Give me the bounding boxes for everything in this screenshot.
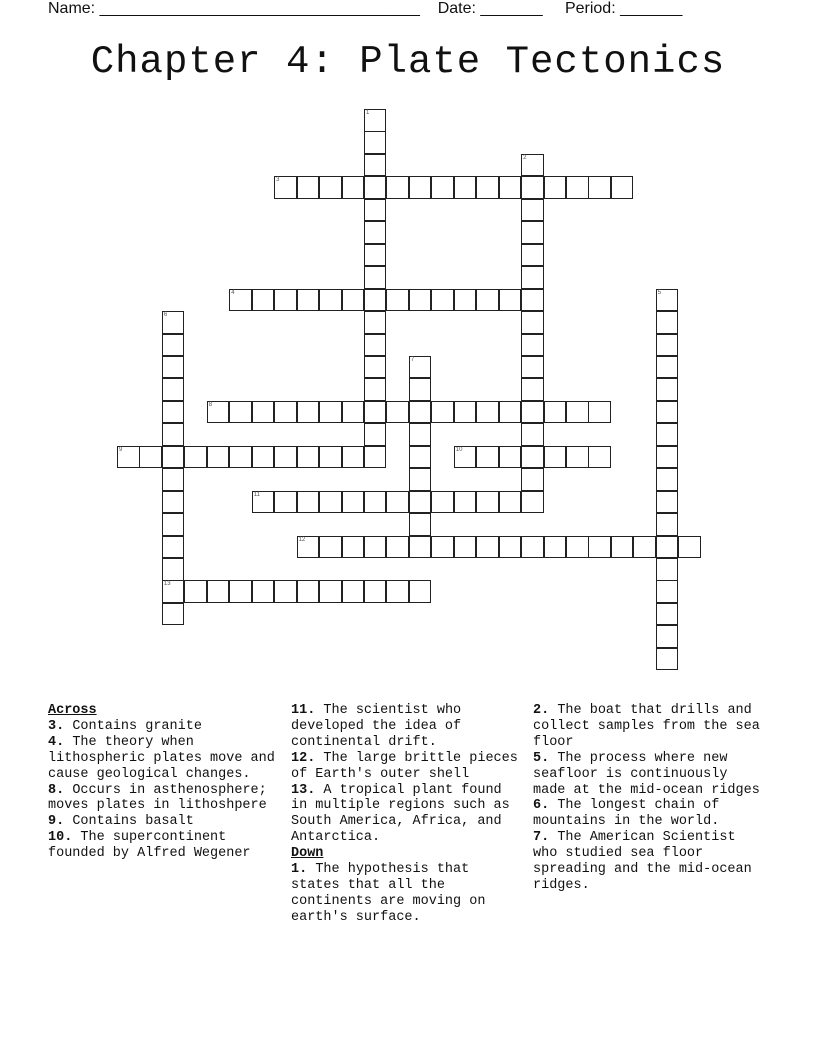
crossword-cell[interactable] [364,154,387,177]
crossword-cell[interactable] [364,423,387,446]
crossword-cell[interactable] [521,244,544,267]
crossword-cell[interactable] [588,446,611,469]
crossword-cell[interactable] [297,176,320,199]
down-heading: Down [291,846,324,862]
clue-number: 10. [48,830,73,846]
crossword-cell[interactable] [297,289,320,312]
crossword-cell[interactable] [588,401,611,424]
clue-down-5 [533,751,765,799]
crossword-cell[interactable] [342,491,365,514]
crossword-cell[interactable] [274,401,297,424]
clue-down-7 [533,830,765,894]
crossword-cell[interactable] [431,176,454,199]
crossword-cell[interactable] [274,289,297,312]
cell-number: 8 [208,401,213,408]
clue-text: The scientist who developed the idea of continental drift. [291,703,462,750]
clue-number: 6. [533,798,550,814]
crossword-cell[interactable] [454,176,477,199]
crossword-cell[interactable] [409,289,432,312]
crossword-cell[interactable] [319,536,342,559]
crossword-cell[interactable] [431,491,454,514]
clue-text: The theory when lithospheric plates move and cause geological changes. [48,734,275,782]
clue-text: Contains granite [72,718,202,734]
crossword-cell[interactable] [454,401,477,424]
crossword-cell[interactable] [499,401,522,424]
crossword-cell[interactable] [454,491,477,514]
crossword-cell[interactable] [297,491,320,514]
page-title: Chapter 4: Plate Tectonics [90,40,726,84]
crossword-cell[interactable] [521,536,544,559]
crossword-cell[interactable] [566,401,589,424]
clue-number: 8. [48,782,65,798]
crossword-cell[interactable] [319,491,342,514]
crossword-cell[interactable] [656,513,679,536]
crossword-cell[interactable] [386,536,409,559]
crossword-cell[interactable] [229,289,252,312]
crossword-cell[interactable] [476,536,499,559]
crossword-cell[interactable] [342,176,365,199]
crossword-cell[interactable] [364,334,387,357]
crossword-cell[interactable] [633,536,656,559]
crossword-cell[interactable] [364,446,387,469]
crossword-cell[interactable] [297,446,320,469]
crossword-cell[interactable] [454,536,477,559]
clue-text: A tropical plant found in multiple regions such as South America, Africa, and Antarctica. [291,782,510,846]
crossword-cell[interactable] [162,401,185,424]
clue-text: The process where new seafloor is continuously made at the mid-ocean ridges [533,750,760,798]
clue-across-9 [48,814,280,830]
clue-across-8 [48,783,280,815]
crossword-cell[interactable] [364,244,387,267]
crossword-cell[interactable] [431,536,454,559]
clues-column-2 [291,703,523,926]
crossword-cell[interactable] [656,625,679,648]
cell-number: 12 [298,536,306,543]
crossword-cell[interactable] [229,446,252,469]
crossword-cell[interactable] [274,446,297,469]
clue-text: The large brittle pieces of Earth's outer shell [291,750,518,782]
crossword-cell[interactable] [162,580,185,603]
crossword-cell[interactable] [656,603,679,626]
crossword-cell[interactable] [656,558,679,581]
crossword-cell[interactable] [162,468,185,491]
crossword-cell[interactable] [274,176,297,199]
clue-number: 11. [291,703,316,718]
clue-number: 2. [533,703,550,718]
crossword-cell[interactable] [364,536,387,559]
crossword-cell[interactable] [386,580,409,603]
cell-number: 13 [163,581,171,588]
crossword-cell[interactable] [656,401,679,424]
cell-number: 11 [253,491,260,498]
crossword-cell[interactable] [252,491,275,514]
crossword-cell[interactable] [521,423,544,446]
crossword-cell[interactable] [162,536,185,559]
crossword-cell[interactable] [499,536,522,559]
date-label: Date: [437,0,476,17]
clue-across-3 [48,719,280,735]
name-label: Name: [48,0,96,17]
crossword-cell[interactable] [521,221,544,244]
crossword-cell[interactable] [162,446,185,469]
crossword-cell[interactable] [566,536,589,559]
crossword-cell[interactable] [319,176,342,199]
crossword-cell[interactable] [611,176,634,199]
crossword-cell[interactable] [566,176,589,199]
crossword-cell[interactable] [656,356,679,379]
crossword-cell[interactable] [521,468,544,491]
cell-number: 3 [276,177,280,184]
cell-number: 7 [410,356,415,363]
crossword-cell[interactable] [162,311,185,334]
crossword-cell[interactable] [364,356,387,379]
crossword-cell[interactable] [476,401,499,424]
crossword-cell[interactable] [409,176,432,199]
clue-text: The boat that drills and collect samples from the sea floor [533,703,760,750]
crossword-cell[interactable] [409,378,432,401]
crossword-cell[interactable] [656,334,679,357]
clue-down-2 [533,703,765,751]
crossword-cell[interactable] [656,536,679,559]
crossword-cell[interactable] [386,176,409,199]
crossword-cell[interactable] [274,491,297,514]
clue-number: 4. [48,734,65,750]
crossword-cell[interactable] [454,446,477,469]
crossword-cell[interactable] [521,311,544,334]
date-field[interactable]: _______ [480,0,543,17]
crossword-cell[interactable] [162,423,185,446]
crossword-cell[interactable] [184,580,207,603]
clue-text: The American Scientist who studied sea floor spreading and the mid-ocean ridges. [533,830,752,893]
clue-number: 7. [533,830,550,846]
crossword-cell[interactable] [409,513,432,536]
crossword-cell[interactable] [409,580,432,603]
crossword-cell[interactable] [521,446,544,469]
crossword-cell[interactable] [252,289,275,312]
crossword-cell[interactable] [319,289,342,312]
crossword-cell[interactable] [409,536,432,559]
crossword-cell[interactable] [431,289,454,312]
crossword-cell[interactable] [207,446,230,469]
crossword-cell[interactable] [364,131,387,154]
crossword-cell[interactable] [454,289,477,312]
crossword-cell[interactable] [521,356,544,379]
crossword-cell[interactable] [252,580,275,603]
crossword-cell[interactable] [364,176,387,199]
crossword-cell[interactable] [656,311,679,334]
crossword-cell[interactable] [656,423,679,446]
crossword-cell[interactable] [656,289,679,312]
name-field[interactable]: ____________________________________ [99,0,420,17]
crossword-cell[interactable] [364,378,387,401]
cell-number: 5 [657,289,662,296]
crossword-cell[interactable] [521,154,544,177]
crossword-cell[interactable] [656,446,679,469]
crossword-cell[interactable] [364,401,387,424]
crossword-cell[interactable] [364,199,387,222]
clue-across-13 [291,783,523,847]
crossword-cell[interactable] [409,491,432,514]
crossword-cell[interactable] [139,446,162,469]
crossword-cell[interactable] [544,176,567,199]
crossword-cell[interactable] [297,536,320,559]
crossword-cell[interactable] [678,536,701,559]
crossword-cell[interactable] [544,446,567,469]
crossword-cell[interactable] [566,446,589,469]
crossword-cell[interactable] [521,334,544,357]
clue-down-1 [291,862,523,926]
crossword-cell[interactable] [117,446,140,469]
crossword-cell[interactable] [386,401,409,424]
crossword-cell[interactable] [342,580,365,603]
clues-column-1 [48,703,280,862]
crossword-cell[interactable] [364,289,387,312]
cell-number: 9 [119,446,123,453]
crossword-cell[interactable] [521,266,544,289]
crossword-cell[interactable] [364,266,387,289]
crossword-cell[interactable] [297,401,320,424]
across-heading: Across [48,703,97,718]
clue-text: The hypothesis that states that all the continents are moving on earth's surface. [291,862,486,925]
crossword-cell[interactable] [544,536,567,559]
period-field[interactable]: _______ [620,0,683,17]
crossword-cell[interactable] [588,176,611,199]
crossword-cell[interactable] [162,558,185,581]
crossword-cell[interactable] [476,289,499,312]
crossword-cell[interactable] [611,536,634,559]
crossword-cell[interactable] [162,513,185,536]
crossword-cell[interactable] [656,580,679,603]
crossword-cell[interactable] [342,289,365,312]
crossword-cell[interactable] [431,401,454,424]
clue-text: The supercontinent founded by Alfred Wegener [48,830,251,862]
crossword-cell[interactable] [409,468,432,491]
crossword-cell[interactable] [252,446,275,469]
crossword-cell[interactable] [476,491,499,514]
crossword-cell[interactable] [364,221,387,244]
crossword-cell[interactable] [319,580,342,603]
crossword-cell[interactable] [499,289,522,312]
crossword-cell[interactable] [229,580,252,603]
clue-number: 1. [291,862,308,878]
crossword-cell[interactable] [521,401,544,424]
crossword-cell[interactable] [499,446,522,469]
crossword-cell[interactable] [409,356,432,379]
crossword-cell[interactable] [409,423,432,446]
clue-number: 5. [533,750,550,766]
crossword-cell[interactable] [229,401,252,424]
crossword-cell[interactable] [342,446,365,469]
crossword-cell[interactable] [521,289,544,312]
crossword-cell[interactable] [409,401,432,424]
crossword-cell[interactable] [656,491,679,514]
clue-across-10 [48,830,280,862]
crossword-cell[interactable] [499,491,522,514]
crossword-cell[interactable] [409,446,432,469]
crossword-cell[interactable] [656,468,679,491]
crossword-cell[interactable] [476,176,499,199]
crossword-cell[interactable] [656,648,679,671]
crossword-cell[interactable] [274,580,297,603]
crossword-cell[interactable] [499,176,522,199]
crossword-cell[interactable] [342,536,365,559]
clue-number: 3. [48,718,65,734]
clue-across-12 [291,751,523,783]
clue-text: The longest chain of mountains in the world. [533,798,720,830]
crossword-cell[interactable] [184,446,207,469]
crossword-cell[interactable] [521,176,544,199]
clue-across-11 [291,703,523,751]
cell-number: 2 [523,154,527,161]
clue-across-4 [48,735,280,783]
crossword-cell[interactable] [386,289,409,312]
cell-number: 10 [455,446,463,453]
cell-number: 1 [365,110,370,116]
crossword-cell[interactable] [364,491,387,514]
crossword-cell[interactable] [364,311,387,334]
crossword-cell[interactable] [297,580,320,603]
clue-down-6 [533,798,765,830]
cell-number: 6 [163,312,168,319]
crossword-cell[interactable] [319,446,342,469]
clues-column-3 [533,703,765,894]
crossword-cell[interactable] [521,199,544,222]
clue-number: 13. [291,782,316,798]
crossword-cell[interactable] [162,603,185,626]
crossword-cell[interactable] [207,401,230,424]
crossword-cell[interactable] [364,580,387,603]
crossword-cell[interactable] [544,401,567,424]
crossword-cell[interactable] [252,401,275,424]
clue-number: 12. [291,750,316,766]
crossword-cell[interactable] [162,334,185,357]
crossword-cell[interactable] [162,491,185,514]
crossword-cell[interactable] [521,491,544,514]
crossword-cell[interactable] [386,491,409,514]
crossword-cell[interactable] [521,378,544,401]
crossword-cell[interactable] [162,356,185,379]
crossword-cell[interactable] [342,401,365,424]
cell-number: 4 [231,289,235,296]
clue-text: Occurs in asthenosphere; moves plates in lithoshpere [48,782,267,814]
clue-text: Contains basalt [72,814,194,830]
period-label: Period: [564,0,616,17]
clue-number: 9. [48,814,65,830]
crossword-cell[interactable] [207,580,230,603]
crossword-cell[interactable] [476,446,499,469]
crossword-cell[interactable] [319,401,342,424]
crossword-cell[interactable] [656,378,679,401]
crossword-cell[interactable] [588,536,611,559]
crossword-cell[interactable] [364,109,387,132]
crossword-cell[interactable] [162,378,185,401]
